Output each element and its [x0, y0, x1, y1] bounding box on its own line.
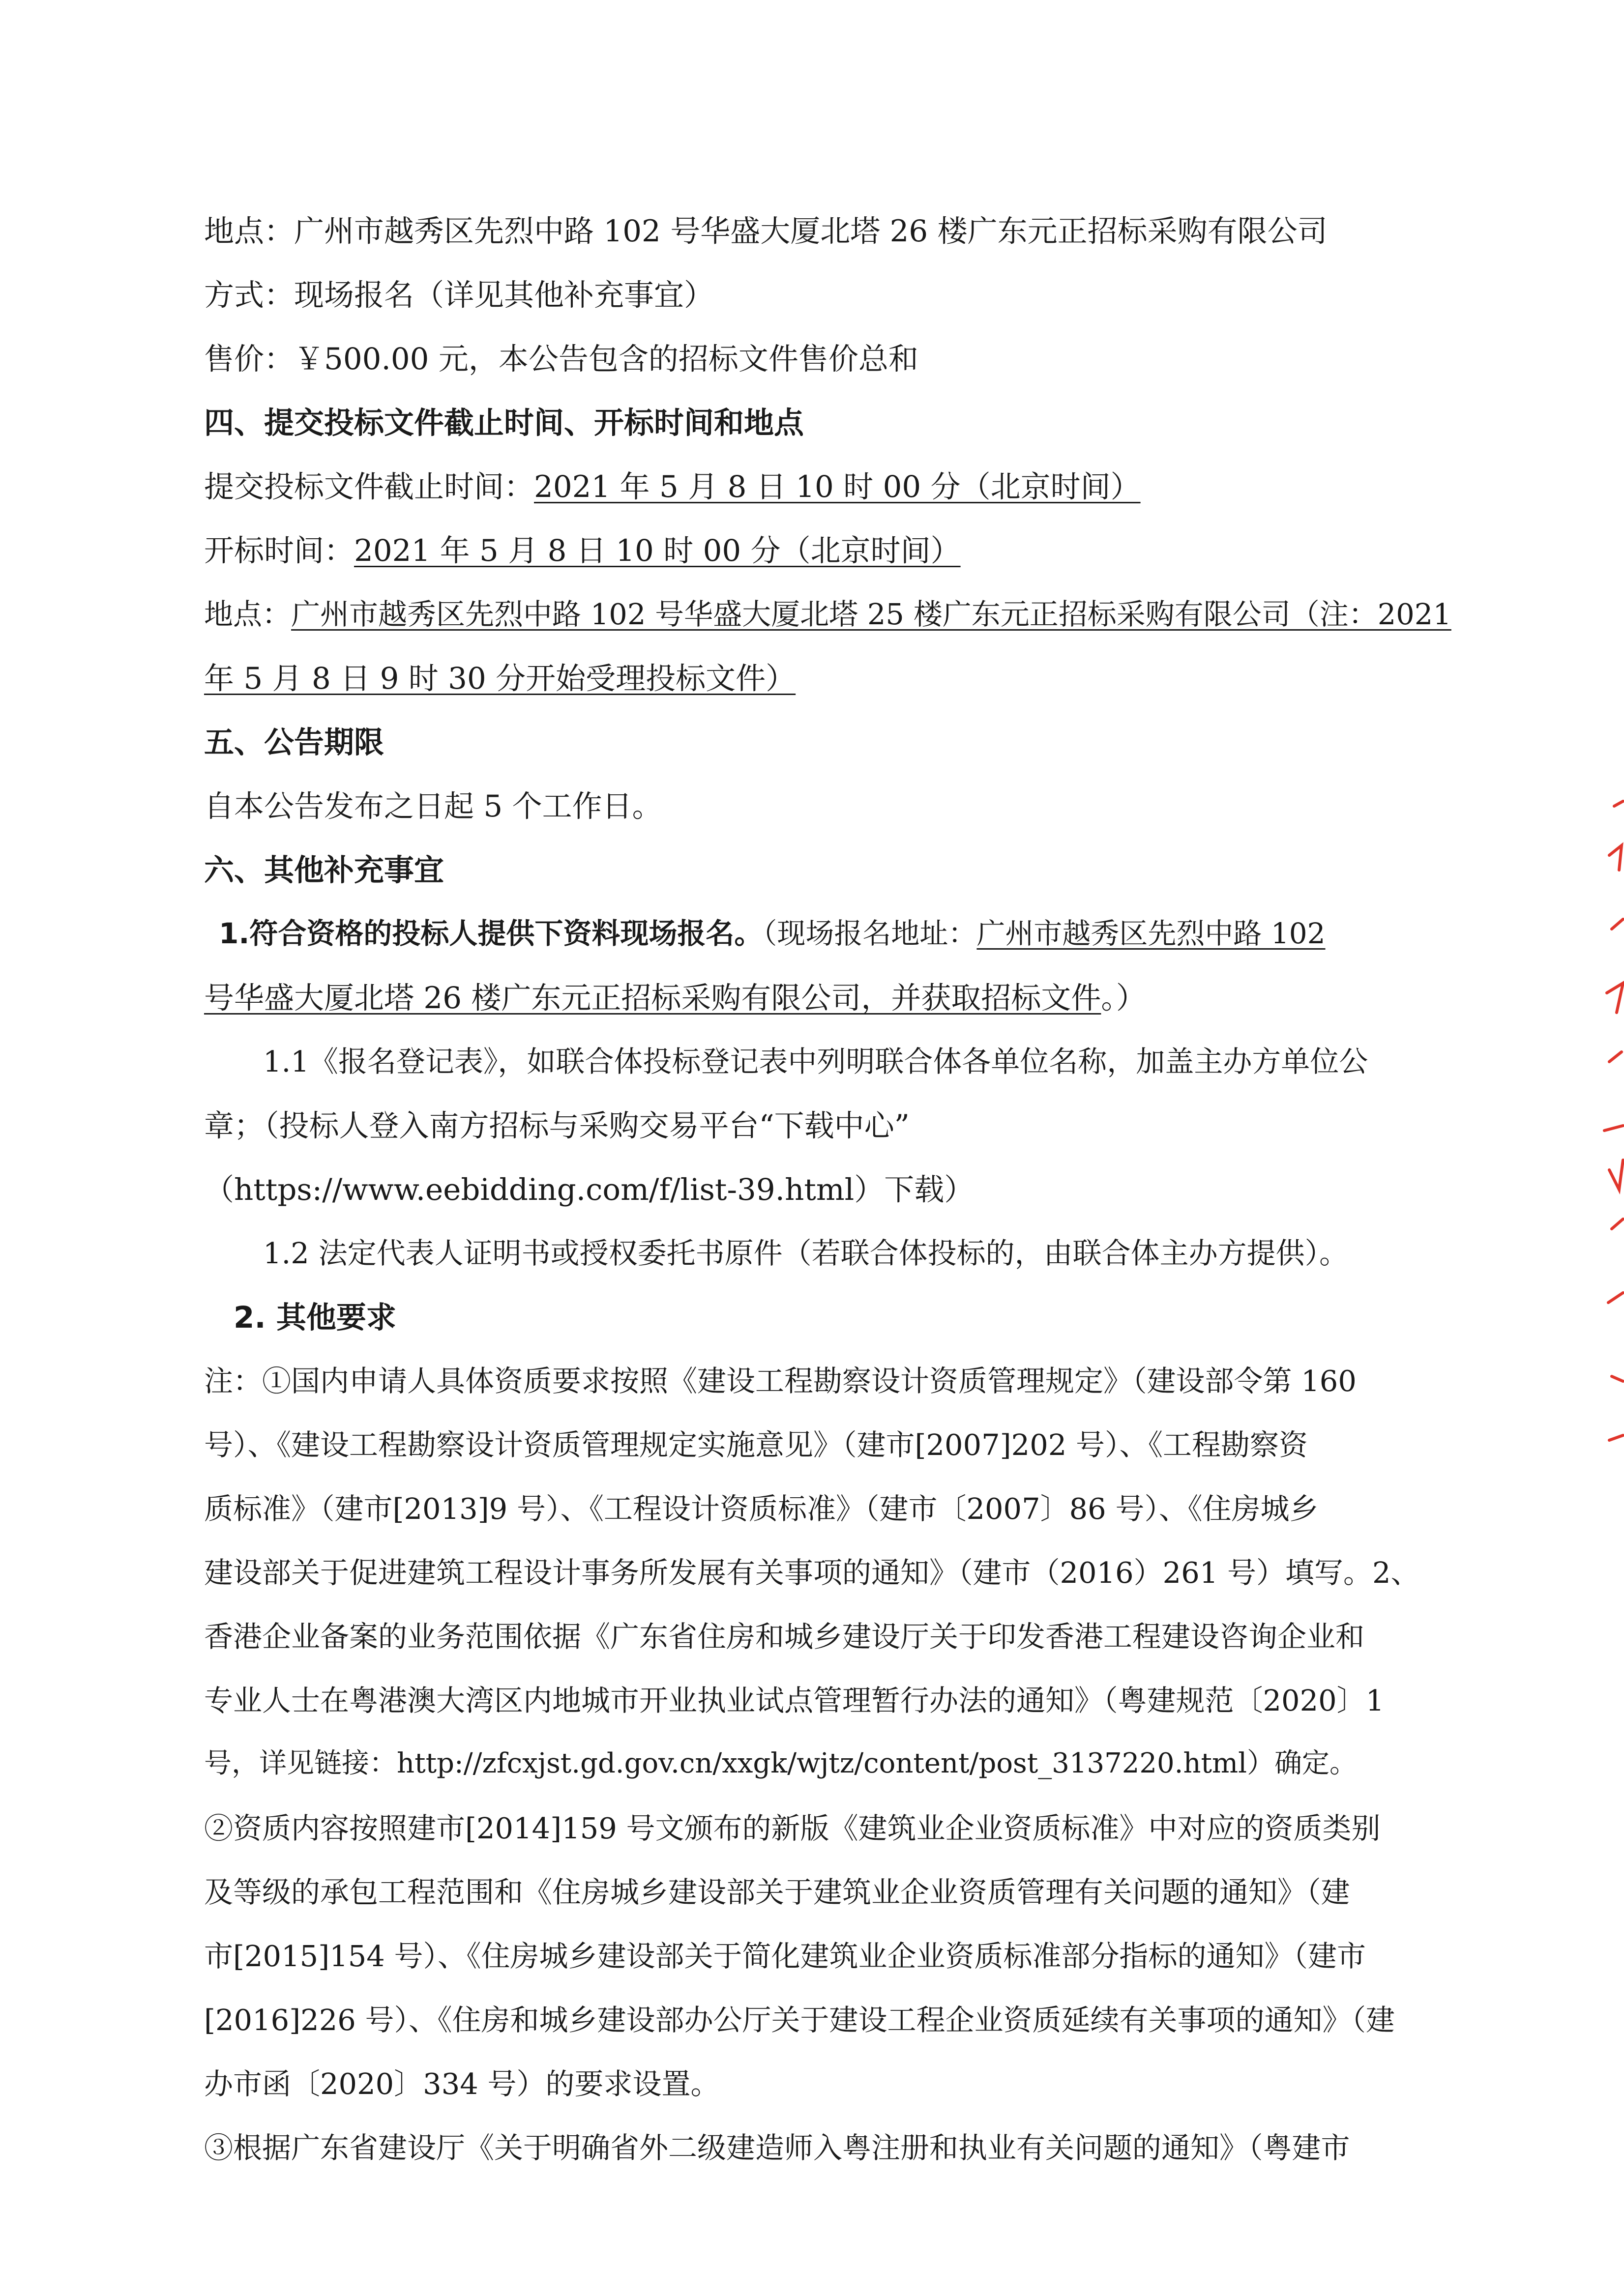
note-line: ②资质内容按照建市[2014]159 号文颁布的新版《建筑业企业资质标准》中对应的资质类别	[204, 1811, 1381, 1845]
note-line: 注：①国内申请人具体资质要求按照《建设工程勘察设计资质管理规定》（建设部令第 160	[204, 1364, 1357, 1398]
location-line-2: 年 5 月 8 日 9 时 30 分开始受理投标文件）	[204, 661, 796, 696]
note-line: 建设部关于促进建筑工程设计事务所发展有关事项的通知》（建市（2016）261 号）填写。2、	[204, 1556, 1420, 1590]
item1-1-line-2: 章；（投标人登入南方招标与采购交易平台“下载中心”	[204, 1108, 910, 1143]
note-line: 专业人士在粤港澳大湾区内地城市开业执业试点管理暂行办法的通知》（粤建规范〔2020〕1	[204, 1684, 1385, 1717]
section6-heading: 六、其他补充事宜	[204, 853, 444, 888]
price-line: 售价：￥500.00 元，本公告包含的招标文件售价总和	[204, 342, 918, 377]
item1-2-line: 1.2 法定代表人证明书或授权委托书原件（若联合体投标的，由联合体主办方提供）。	[263, 1236, 1349, 1270]
item2-heading: 2. 其他要求	[234, 1300, 396, 1335]
location-value: 广州市越秀区先烈中路 102 号华盛大厦北塔 25 楼广东元正招标采购有限公司（注：2021	[291, 597, 1451, 631]
section5-text: 自本公告发布之日起 5 个工作日。	[204, 789, 662, 824]
seal-stamp-edge	[1594, 786, 1624, 1475]
note-line: [2016]226 号）、《住房和城乡建设部办公厅关于建设工程企业资质延续有关事项的通知》（建	[204, 2003, 1395, 2037]
note-line: 及等级的承包工程范围和《住房城乡建设部关于建筑业企业资质管理有关问题的通知》（建	[204, 1875, 1350, 1909]
item1-line-2: 号华盛大厦北塔 26 楼广东元正招标采购有限公司，并获取招标文件。）	[204, 981, 1146, 1016]
note-line: 市[2015]154 号）、《住房城乡建设部关于简化建筑业企业资质标准部分指标的通知》（建市	[204, 1939, 1366, 1973]
note-line: 质标准》（建市[2013]9 号）、《工程设计资质标准》（建市〔2007〕86 号）、《住房城乡	[204, 1492, 1319, 1526]
item1-1-line: 1.1《报名登记表》，如联合体投标登记表中列明联合体各单位名称，加盖主办方单位公	[263, 1045, 1368, 1078]
item1-1-line-3: （https://www.eebidding.com/f/list-39.html）下载）	[204, 1172, 974, 1207]
deadline-line: 提交投标文件截止时间：2021 年 5 月 8 日 10 时 00 分（北京时间）	[204, 469, 1141, 504]
note-line: 办市函〔2020〕334 号）的要求设置。	[204, 2067, 720, 2101]
deadline-value: 2021 年 5 月 8 日 10 时 00 分（北京时间）	[534, 469, 1141, 504]
note-line: ③根据广东省建设厅《关于明确省外二级建造师入粤注册和执业有关问题的通知》（粤建市	[204, 2131, 1350, 2165]
note-line: 号，详见链接：http://zfcxjst.gd.gov.cn/xxgk/wjtz/content/post_3137220.html）确定。	[204, 1747, 1358, 1779]
opening-value: 2021 年 5 月 8 日 10 时 00 分（北京时间）	[354, 533, 961, 568]
item1-line: 1.符合资格的投标人提供下资料现场报名。（现场报名地址：广州市越秀区先烈中路 102	[219, 917, 1326, 950]
venue-line: 地点：广州市越秀区先烈中路 102 号华盛大厦北塔 26 楼广东元正招标采购有限公司	[204, 214, 1328, 249]
note-line: 香港企业备案的业务范围依据《广东省住房和城乡建设厅关于印发香港工程建设咨询企业和	[204, 1620, 1365, 1654]
section5-heading: 五、公告期限	[204, 725, 384, 760]
opening-line: 开标时间：2021 年 5 月 8 日 10 时 00 分（北京时间）	[204, 533, 961, 568]
location-line: 地点：广州市越秀区先烈中路 102 号华盛大厦北塔 25 楼广东元正招标采购有限公司（注：2021	[204, 597, 1451, 631]
note-line: 号）、《建设工程勘察设计资质管理规定实施意见》（建市[2007]202 号）、《工程勘察资	[204, 1428, 1308, 1462]
section4-heading: 四、提交投标文件截止时间、开标时间和地点	[204, 406, 804, 440]
method-line: 方式：现场报名（详见其他补充事宜）	[204, 278, 714, 313]
